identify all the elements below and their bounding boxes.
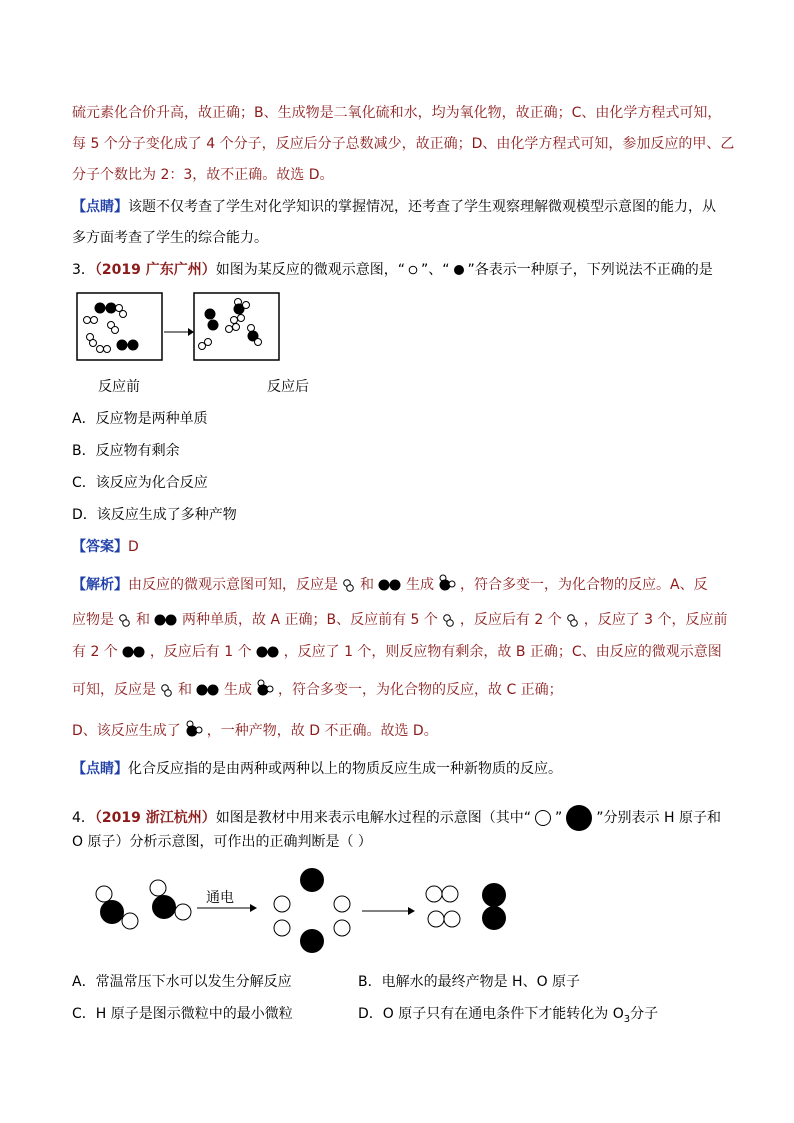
analysis-text: 有 2 个 [72,644,118,660]
q4-option-d [358,1004,658,1030]
q3-stem-c: ”各表示一种原子，下列说法不正确的是 [467,262,713,278]
prev-dianjing [72,197,716,217]
black-molecule-icon [153,613,179,627]
q3-answer [72,537,139,557]
q3-analysis-3 [72,642,722,662]
q4-stem-a: 如图是教材中用来表示电解水过程的示意图（其中“ [215,810,532,826]
q3-source: （2019 广东广州） [94,262,216,278]
white-molecule-icon [117,612,133,628]
analysis-text: ，反应后有 2 个 [459,612,562,628]
analysis-text: 和 [136,612,150,628]
white-molecule-icon [565,612,581,628]
analysis-text: ，反应后有 1 个 [149,644,252,660]
white-molecule-icon [159,682,175,698]
q4-number: 4． [72,810,95,826]
q4-stem-2: O 原子）分析示意图，可作出的正确判断是（ ） [72,834,372,850]
q4-option-d-tail: 分子 [630,1006,659,1022]
q3-stem-a: 如图为某反应的微观示意图，“ [215,262,406,278]
q3-reaction-diagram [76,292,282,362]
q3-option-d: D．该反应生成了多种产物 [72,507,237,523]
q4-electrolysis-diagram [90,862,520,962]
white-atom-icon [408,265,418,275]
analysis-text: 可知，反应是 [72,682,156,698]
arrow-label: 通电 [206,890,234,906]
analysis-text: 和 [178,682,192,698]
analysis-text: ，反应了 1 个，则反应物有剩余，故 B 正确；C、由反应的微观示意图 [283,644,722,660]
dianjing-tag: 【点睛】 [72,761,128,777]
q4-source: （2019 浙江杭州） [94,810,216,826]
analysis-text: 应物是 [72,612,114,628]
q3-option-c: C．该反应为化合反应 [72,475,208,491]
analysis-text: 和 [360,577,374,593]
dianjing-text: 化合反应指的是由两种或两种以上的物质反应生成一种新物质的反应。 [128,761,562,777]
black-atom-icon [565,804,593,832]
q4-option-a: A．常温常压下水可以发生分解反应 [72,974,292,990]
q3-analysis-2 [72,610,728,630]
q4-option-c: C．H 原子是图示微粒中的最小微粒 [72,1006,293,1022]
product-molecule-icon [255,679,275,701]
answer-value: D [128,539,139,555]
q3-analysis-1 [72,574,708,596]
prev-line-2: 每 5 个分子变化成了 4 个分子，反应后分子总数减少，故正确；D、由化学方程式可知，参加反应的甲、乙 [72,136,735,152]
dianjing-tag: 【点睛】 [72,199,128,215]
q3-option-a: A．反应物是两种单质 [72,411,208,427]
q3-option-b: B．反应物有剩余 [72,443,180,459]
black-molecule-icon [255,645,281,659]
black-atom-icon [453,264,465,276]
q3-analysis-4 [72,679,563,701]
white-atom-icon [534,809,552,827]
label-before: 反应前 [98,379,140,395]
prev-dianjing-2: 多方面考查了学生的综合能力。 [72,230,268,246]
q3-number: 3． [72,262,95,278]
q3-stem-b: ”、“ [421,262,450,278]
product-molecule-icon [184,720,204,742]
white-molecule-icon [341,577,357,593]
q4-option-d-text: D．O 原子只有在通电条件下才能转化为 O [358,1006,624,1022]
black-molecule-icon [195,683,221,697]
dianjing-text-1: 该题不仅考查了学生对化学知识的掌握情况，还考查了学生观察理解微观模型示意图的能力，从 [128,199,716,215]
q4-option-d-subscript: 3 [623,1013,631,1025]
analysis-text: ，反应了 3 个，反应前 [583,612,728,628]
prev-line-3: 分子个数比为 2：3，故不正确。故选 D。 [72,167,334,183]
analysis-text: 两种单质，故 A 正确；B、反应前有 5 个 [182,612,438,628]
analysis-text: 生成 [224,682,252,698]
q3-stem [72,260,713,280]
label-after: 反应后 [267,379,309,395]
white-molecule-icon [441,612,457,628]
analysis-text: 生成 [406,577,434,593]
black-molecule-icon [121,645,147,659]
q3-analysis-5 [72,720,438,742]
analysis-text: D、该反应生成了 [72,723,181,739]
product-molecule-icon [437,574,457,596]
q4-stem [72,804,721,832]
black-molecule-icon [377,578,403,592]
q4-stem-b: ” [555,810,563,826]
q4-stem-c: ”分别表示 H 原子和 [596,810,721,826]
q3-dianjing [72,759,562,779]
analysis-text: ，符合多变一，为化合物的反应。A、反 [460,577,708,593]
prev-line-1: 硫元素化合价升高，故正确；B、生成物是二氧化硫和水，均为氧化物，故正确；C、由化学方程式可知， [72,105,722,121]
answer-tag: 【答案】 [72,539,128,555]
analysis-text: ，一种产物，故 D 不正确。故选 D。 [206,723,438,739]
analysis-text: 由反应的微观示意图可知，反应是 [128,577,338,593]
q4-option-b: B．电解水的最终产物是 H、O 原子 [358,974,581,990]
analysis-tag: 【解析】 [72,577,128,593]
analysis-text: ，符合多变一，为化合物的反应，故 C 正确； [278,682,563,698]
